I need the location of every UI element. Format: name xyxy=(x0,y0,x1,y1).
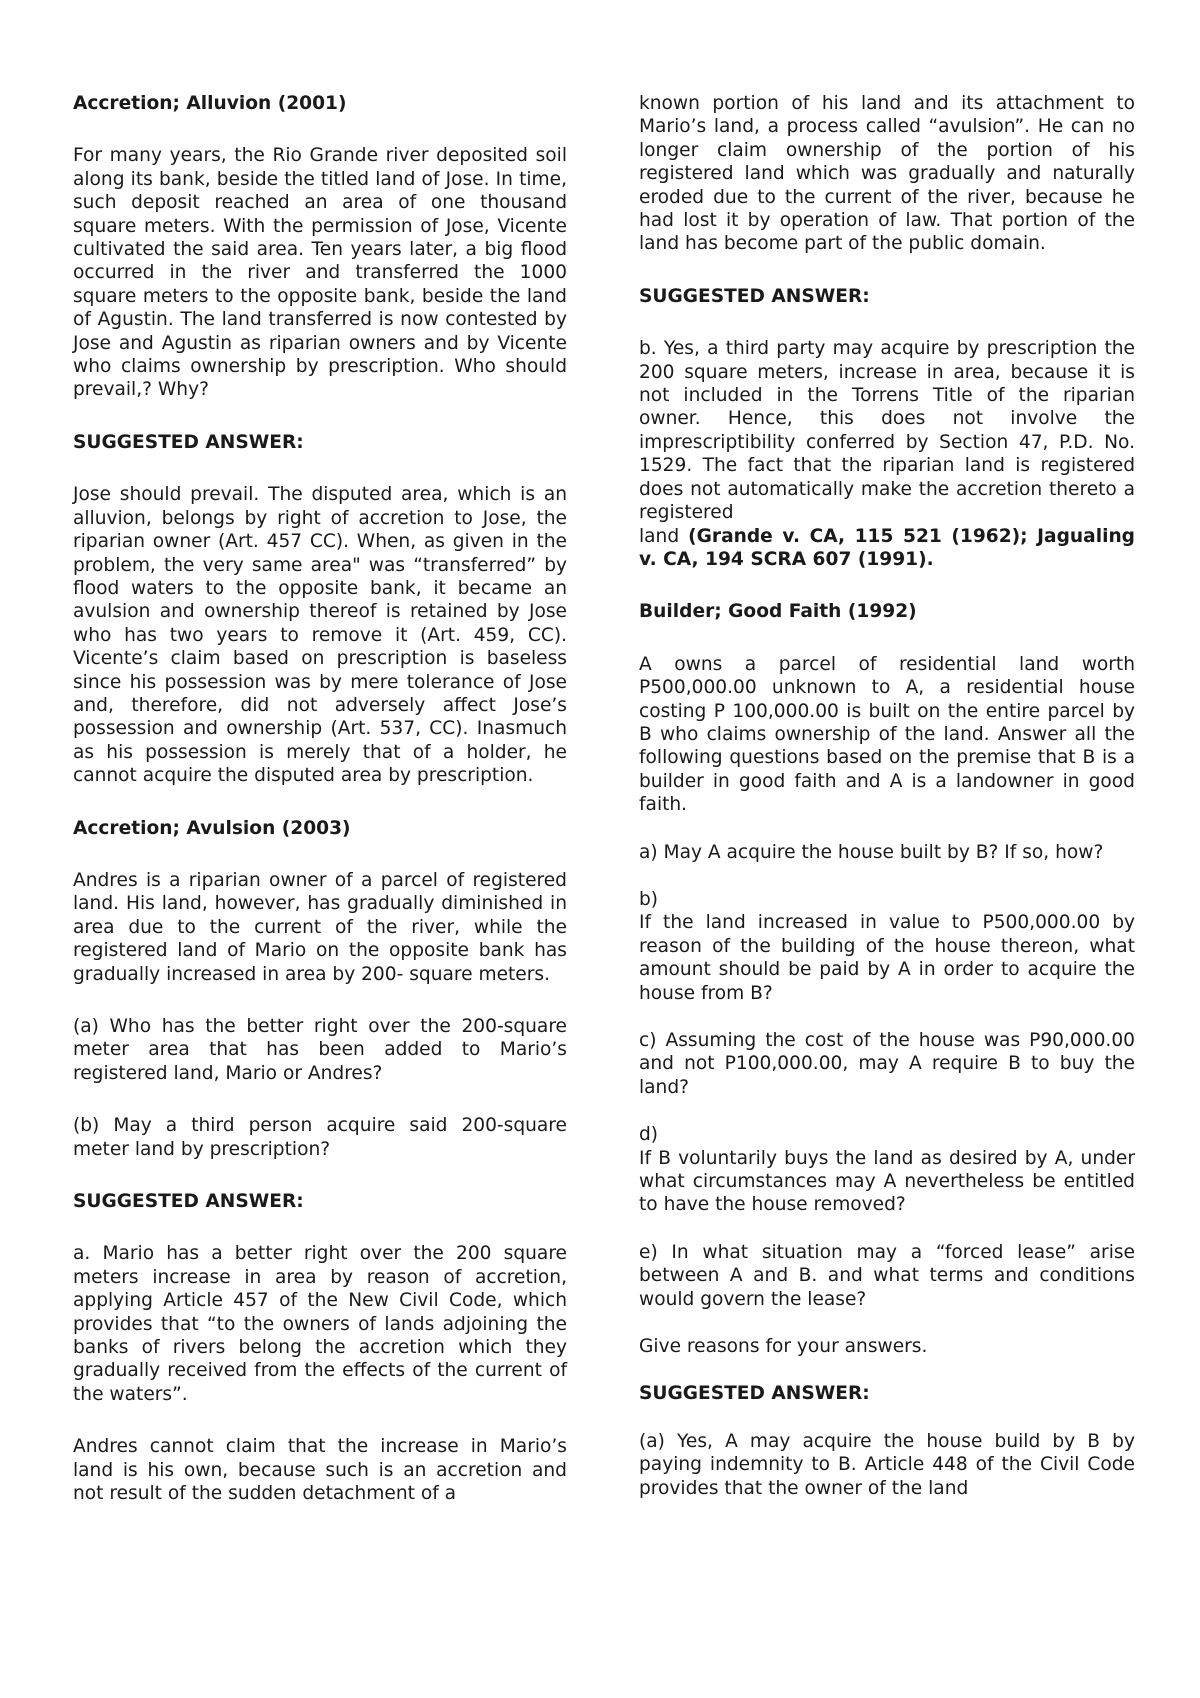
problem-builder: A owns a parcel of residential land worth P500,000.00 unknown to A, a residential house costing P 100,000.00 is built on the entire parcel by B who claims ownership of the land. Answer all the following questions based on the premise that B is a builder in good faith and A is a landowner in good faith. xyxy=(639,653,1135,816)
suggested-answer-label: SUGGESTED ANSWER: xyxy=(73,431,304,453)
question-b-avulsion: (b) May a third person acquire said 200-square meter land by prescription? xyxy=(73,1115,567,1160)
answer-b-citation xyxy=(639,525,1135,572)
suggested-answer-label: SUGGESTED ANSWER: xyxy=(73,1191,304,1213)
heading-accretion-alluvion: Accretion; Alluvion (2001) xyxy=(73,93,347,114)
case-citation: (Grande v. CA, 115 521 (1962); Jagualing v. CA, 194 SCRA 607 (1991). xyxy=(639,525,1135,570)
problem-avulsion: Andres is a riparian owner of a parcel of registered land. His land, however, has gradually diminished in area due to the current of the river, while the registered land of Mario on the opposite bank has gradually increased in area by 200- square meters. xyxy=(73,869,567,985)
answer-a-builder: (a) Yes, A may acquire the house build by B by paying indemnity to B. Article 448 of the Civil Code provides that the owner of the land xyxy=(639,1430,1135,1499)
problem-alluvion: For many years, the Rio Grande river deposited soil along its bank, beside the titled land of Jose. In time, such deposit reached an area of one thousand square meters. With the permission of Jose, Vicente cultivated the said area. Ten years later, a big flood occurred in the river and transferred the 1000 square meters to the opposite bank, beside the land of Agustin. The land transferred is now contested by Jose and Agustin as riparian owners and by Vicente who claims ownership by prescription. Who should prevail,? Why? xyxy=(73,145,567,401)
heading-builder-good-faith: Builder; Good Faith (1992) xyxy=(639,601,917,623)
answer-b-avulsion: b. Yes, a third party may acquire by prescription the 200 square meters, increase in area, because it is not included in the Torrens Title of the riparian owner. Hence, this does not involve the imprescriptibility conferred by Section 47, P.D. No. 1529. The fact that the riparian land is registered does not automatically make the accretion thereto a registered xyxy=(639,338,1135,524)
answer-alluvion: Jose should prevail. The disputed area, which is an alluvion, belongs by right of accretion to Jose, the riparian owner (Art. 457 CC). When, as given in the problem, the very same area" was “transferred” by flood waters to the opposite bank, it became an avulsion and ownership thereof is retained by Jose who has two years to remove it (Art. 459, CC). Vicente’s claim based on prescription is baseless since his possession was by mere tolerance of Jose and, therefore, did not adversely affect Jose’s possession and ownership (Art. 537, CC). Inasmuch as his possession is merely that of a holder, he cannot acquire the disputed area by prescription. xyxy=(73,484,567,787)
question-e-builder: e) In what situation may a “forced lease” arise between A and B. and what terms and conditions would govern the lease? xyxy=(639,1241,1135,1310)
answer-a-avulsion: a. Mario has a better right over the 200 square meters increase in area by reason of accretion, applying Article 457 of the New Civil Code, which provides that “to the owners of lands adjoining the banks of rivers belong the accretion which they gradually received from the effects of the current of the waters”. xyxy=(73,1243,567,1405)
right-column xyxy=(639,92,1135,1500)
suggested-answer-label: SUGGESTED ANSWER: xyxy=(639,285,870,307)
question-d-label: d) xyxy=(639,1124,659,1146)
question-b-label: b) xyxy=(639,888,659,910)
question-d-builder: If B voluntarily buys the land as desired by A, under what circumstances may A nevertheless be entitled to have the house removed? xyxy=(639,1147,1135,1216)
question-a-builder: a) May A acquire the house built by B? If so, how? xyxy=(639,841,1104,863)
heading-accretion-avulsion: Accretion; Avulsion (2003) xyxy=(73,817,351,839)
instruction-reasons: Give reasons for your answers. xyxy=(639,1336,928,1358)
question-b-builder: If the land increased in value to P500,000.00 by reason of the building of the house thereon, what amount should be paid by A in order to acquire the house from B? xyxy=(639,912,1135,1004)
left-column xyxy=(73,92,567,1506)
question-c-builder: c) Assuming the cost of the house was P90,000.00 and not P100,000.00, may A require B to buy the land? xyxy=(639,1030,1135,1098)
question-a-avulsion: (a) Who has the better right over the 200-square meter area that has been added to Mario’s registered land, Mario or Andres? xyxy=(73,1016,567,1084)
answer-a-avulsion-continued: Andres cannot claim that the increase in Mario’s land is his own, because such is an accretion and not result of the sudden detachment of a xyxy=(73,1436,567,1505)
suggested-answer-label: SUGGESTED ANSWER: xyxy=(639,1383,870,1405)
answer-a-avulsion-end: known portion of his land and its attachment to Mario’s land, a process called “avulsion”. He can no longer claim ownership of the portion of his registered land which was gradually and naturally eroded due to the current of the river, because he had lost it by operation of law. That portion of the land has become part of the public domain. xyxy=(639,93,1135,255)
citation-lead-text: land xyxy=(639,525,689,547)
